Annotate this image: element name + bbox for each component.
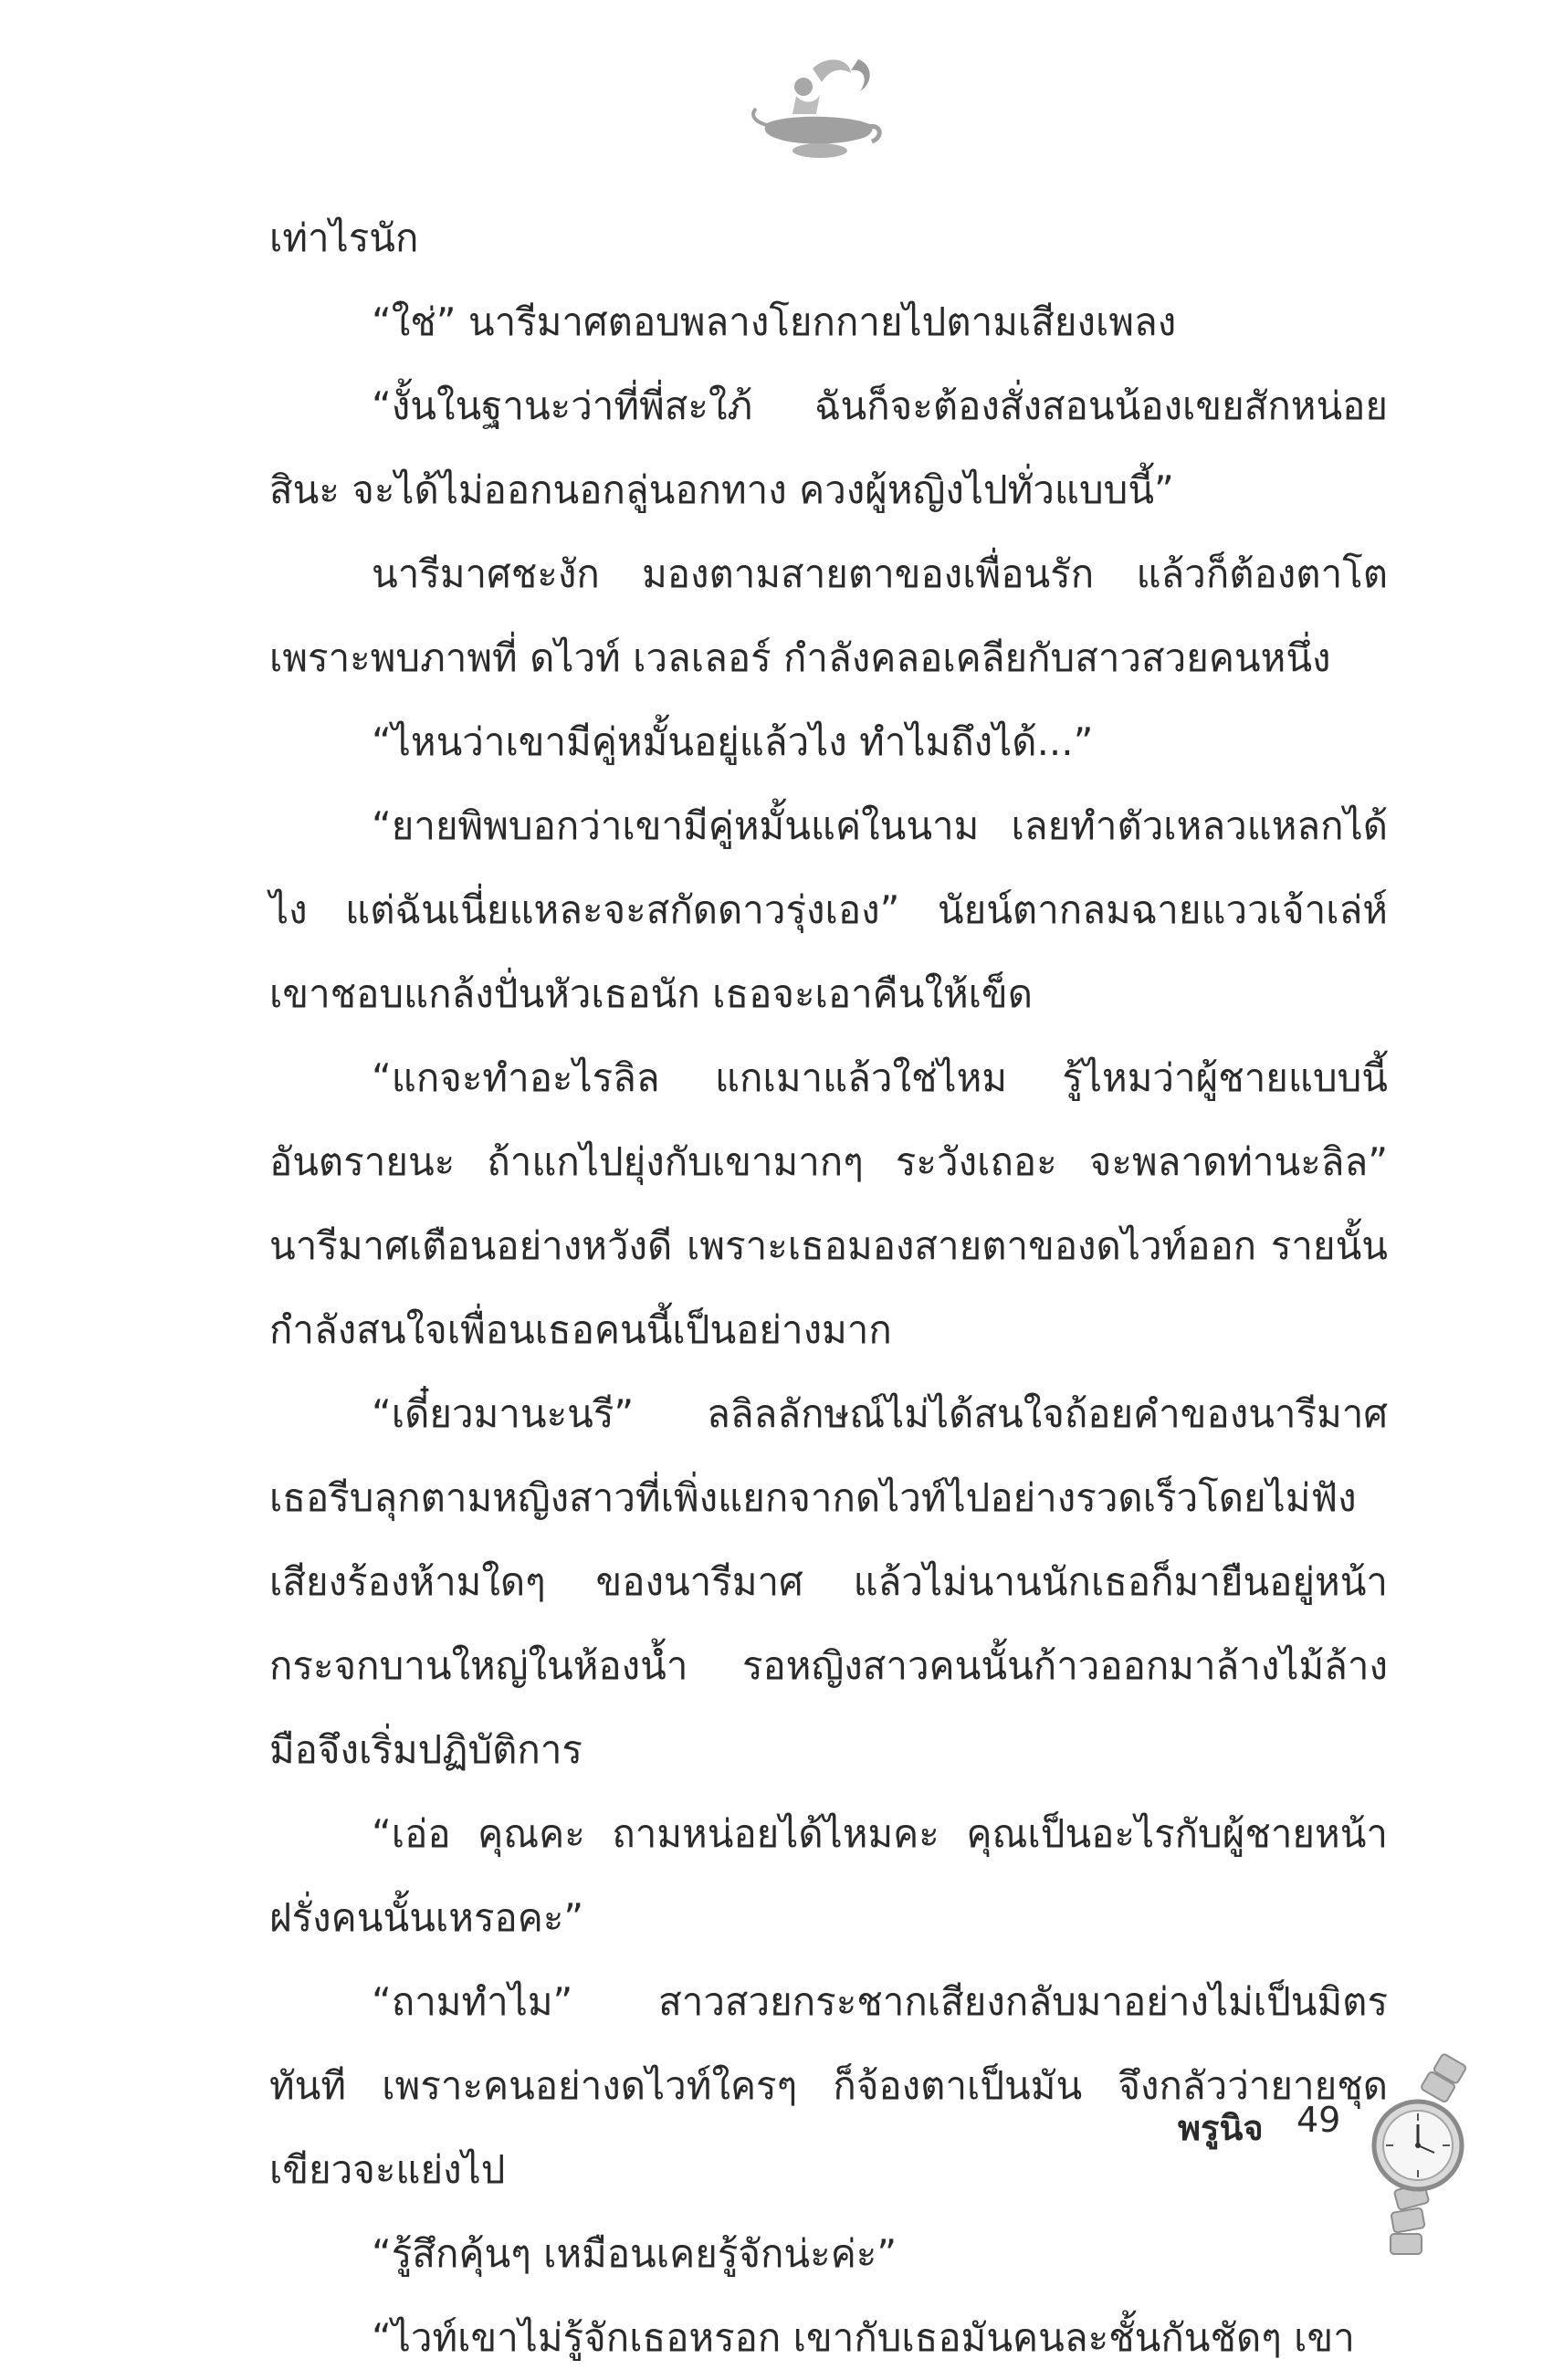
paragraph-7: “แกจะทำอะไรลิล แกเมาแล้วใช่ไหม รู้ไหมว่าผู้ชายแบบนี้อันตรายนะ ถ้าแกไปยุ่งกับเขามากๆ ระวังเถอะ จะพลาดท่านะลิล” นารีมาศเตือนอย่างหวังดี เพราะเธอมองสายตาของดไวท์ออก รายนั้นกำลังสนใจเพื่อนเธอคนนี้เป็นอย่างมาก	[269, 1055, 1388, 1352]
paragraph-1: เท่าไรนัก	[269, 215, 419, 260]
paragraph-10: “ถามทำไม” สาวสวยกระชากเสียงกลับมาอย่างไม่เป็นมิตรทันที เพราะคนอย่างดไวท์ใครๆ ก็จ้องตาเป็นมัน จึงกลัวว่ายายชุดเขียวจะแย่งไป	[269, 1979, 1388, 2192]
page-number: 49	[1296, 2100, 1341, 2140]
paragraph-12: “ไวท์เขาไม่รู้จักเธอหรอก เขากับเธอมันคนละชั้นกันชัดๆ เขา	[372, 2315, 1355, 2360]
author-name: พรูนิจ	[1178, 2108, 1264, 2148]
wristwatch-icon	[1365, 2050, 1493, 2259]
paragraph-8: “เดี๋ยวมานะนรี” ลลิลลักษณ์ไม่ได้สนใจถ้อยคำของนารีมาศ เธอรีบลุกตามหญิงสาวที่เพิ่งแยกจากดไวท์ไปอย่างรวดเร็วโดยไม่ฟังเสียงร้องห้ามใดๆ ของนารีมาศ แล้วไม่นานนักเธอก็มายืนอยู่หน้ากระจกบานใหญ่ในห้องน้ำ รอหญิงสาวคนนั้นก้าวออกมาล้างไม้ล้างมือจึงเริ่มปฏิบัติการ	[269, 1391, 1388, 1772]
genie-lamp-icon	[749, 50, 886, 169]
paragraph-5: “ไหนว่าเขามีคู่หมั้นอยู่แล้วไง ทำไมถึงได้...”	[372, 719, 1094, 764]
story-text	[269, 196, 1388, 2380]
paragraph-6: “ยายพิพบอกว่าเขามีคู่หมั้นแค่ในนาม เลยทำตัวเหลวแหลกได้ไง แต่ฉันเนี่ยแหละจะสกัดดาวรุ่งเอง” นัยน์ตากลมฉายแววเจ้าเล่ห์ เขาชอบแกล้งปั่นหัวเธอนัก เธอจะเอาคืนให้เข็ด	[269, 803, 1388, 1016]
paragraph-2: “ใช่” นารีมาศตอบพลางโยกกายไปตามเสียงเพลง	[372, 299, 1177, 344]
paragraph-9: “เอ่อ คุณคะ ถามหน่อยได้ไหมคะ คุณเป็นอะไรกับผู้ชายหน้าฝรั่งคนนั้นเหรอคะ”	[269, 1811, 1388, 1940]
paragraph-11: “รู้สึกคุ้นๆ เหมือนเคยรู้จักน่ะค่ะ”	[372, 2231, 897, 2276]
paragraph-4: นารีมาศชะงัก มองตามสายตาของเพื่อนรัก แล้วก็ต้องตาโต เพราะพบภาพที่ ดไวท์ เวลเลอร์ กำลังคลอเคลียกับสาวสวยคนหนึ่ง	[269, 551, 1388, 680]
paragraph-3: “งั้นในฐานะว่าที่พี่สะใภ้ ฉันก็จะต้องสั่งสอนน้องเขยสักหน่อยสินะ จะได้ไม่ออกนอกลู่นอกทาง ควงผู้หญิงไปทั่วแบบนี้”	[269, 383, 1388, 512]
